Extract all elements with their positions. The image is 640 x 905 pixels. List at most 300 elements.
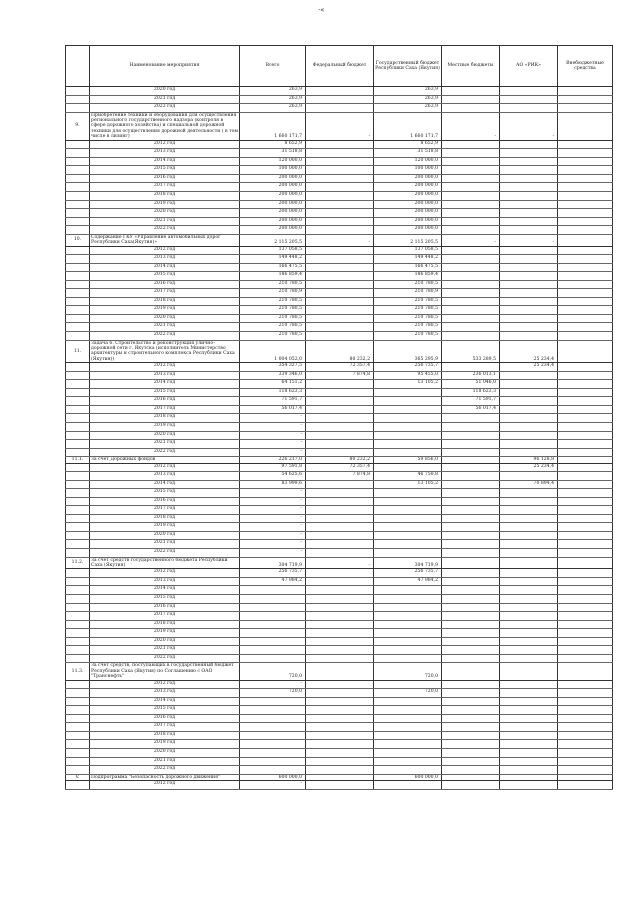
cell-extra <box>558 166 613 175</box>
cell-total <box>240 646 306 655</box>
cell-local <box>442 255 500 264</box>
row-number <box>66 731 90 740</box>
table-row <box>66 306 613 315</box>
cell-extra <box>558 397 613 406</box>
cell-federal <box>306 255 374 264</box>
cell-company <box>500 440 558 449</box>
cell-company <box>500 612 558 621</box>
cell-federal: 80 232,2 <box>306 457 374 463</box>
cell-company <box>500 140 558 149</box>
cell-total: 200 000,0 <box>240 191 306 200</box>
cell-federal <box>306 157 374 166</box>
row-name: За счет средств государственного бюджета Республики Саха (Якутия) <box>90 557 240 569</box>
cell-federal <box>306 209 374 218</box>
row-year: 2015 год <box>90 272 240 281</box>
cell-federal <box>306 497 374 506</box>
cell-total: 200 000,0 <box>240 217 306 226</box>
table-row <box>66 217 613 226</box>
cell-federal <box>306 226 374 235</box>
cell-state: 31 518,8 <box>374 149 442 158</box>
cell-state: 304 719,9 <box>374 557 442 569</box>
table-row <box>66 549 613 558</box>
row-number <box>66 405 90 414</box>
cell-local <box>442 414 500 423</box>
row-year: 2014 год <box>90 697 240 706</box>
row-number <box>66 209 90 218</box>
cell-company <box>500 104 558 113</box>
cell-state: 210 780,5 <box>374 331 442 340</box>
row-year: 2012 год <box>90 680 240 689</box>
cell-state <box>374 757 442 766</box>
cell-total <box>240 766 306 775</box>
cell-federal: - <box>306 557 374 569</box>
cell-local <box>442 331 500 340</box>
row-number <box>66 306 90 315</box>
cell-extra <box>558 87 613 96</box>
table-row <box>66 104 613 113</box>
cell-local <box>442 200 500 209</box>
row-year: 2016 год <box>90 603 240 612</box>
cell-federal <box>306 331 374 340</box>
table-row <box>66 663 613 680</box>
table-row <box>66 603 613 612</box>
cell-extra <box>558 697 613 706</box>
cell-state <box>374 603 442 612</box>
cell-local <box>442 766 500 775</box>
row-year: 2012 год <box>90 246 240 255</box>
row-year: 2017 год <box>90 506 240 515</box>
row-number <box>66 706 90 715</box>
cell-company <box>500 380 558 389</box>
cell-federal <box>306 174 374 183</box>
cell-federal <box>306 680 374 689</box>
cell-company <box>500 388 558 397</box>
table-row <box>66 183 613 192</box>
table-row <box>66 431 613 440</box>
row-number <box>66 314 90 323</box>
row-name: Приобретение техники и оборудования для осуществления регионального государственного надзора (контроля в сфере дорожного хозяйства) и специальной дорожной техники для осуществления дорожной деятельности ( в том числе в лизинг) <box>91 112 238 140</box>
cell-company <box>500 629 558 638</box>
cell-state <box>374 405 442 414</box>
cell-local: 533 289,5 <box>442 340 500 363</box>
row-year: 2022 год <box>90 766 240 775</box>
cell-local: 118 623,3 <box>442 388 500 397</box>
row-name: Задача 6. Строительство и реконструкция улично-дорожной сети г. Якутска (исполнитель Министерство архитектуры и строительного комплекса Республики Саха (Якутия)) <box>90 340 240 363</box>
row-year: 2020 год <box>90 531 240 540</box>
cell-total <box>240 595 306 604</box>
cell-extra <box>558 706 613 715</box>
cell-company <box>500 523 558 532</box>
cell-state: 256 735,7 <box>374 569 442 578</box>
cell-federal: - <box>306 234 374 246</box>
cell-federal <box>306 217 374 226</box>
row-number <box>66 431 90 440</box>
row-year: 2017 год <box>90 289 240 298</box>
cell-federal <box>306 183 374 192</box>
cell-state: 137 058,5 <box>374 246 442 255</box>
table-row <box>66 523 613 532</box>
row-number <box>66 414 90 423</box>
cell-total <box>240 586 306 595</box>
cell-state: 2 115 205,5 <box>374 234 442 246</box>
cell-federal <box>306 87 374 96</box>
table-row <box>66 531 613 540</box>
row-year: 2015 год <box>90 166 240 175</box>
row-number <box>66 263 90 272</box>
row-year: 2022 год <box>90 654 240 663</box>
cell-total: - <box>240 414 306 423</box>
cell-extra <box>558 463 613 472</box>
cell-federal <box>306 740 374 749</box>
table-header-row <box>66 46 613 87</box>
row-number <box>66 680 90 689</box>
cell-state: 200 000,0 <box>374 174 442 183</box>
cell-local <box>442 140 500 149</box>
cell-total: - <box>240 440 306 449</box>
cell-total: 186 859,4 <box>240 272 306 281</box>
row-year: 2014 год <box>90 480 240 489</box>
cell-total <box>240 714 306 723</box>
cell-total: 1 004 052,0 <box>240 340 306 363</box>
cell-total <box>240 749 306 758</box>
cell-total <box>240 603 306 612</box>
cell-company <box>500 263 558 272</box>
cell-total: 166 475,5 <box>240 263 306 272</box>
cell-federal <box>306 757 374 766</box>
table-row <box>66 263 613 272</box>
table-row <box>66 166 613 175</box>
cell-company <box>500 697 558 706</box>
cell-federal <box>306 149 374 158</box>
cell-company <box>500 689 558 698</box>
cell-local: 236 013,1 <box>442 371 500 380</box>
cell-total: 210 780,9 <box>240 289 306 298</box>
cell-state: 120 000,0 <box>374 157 442 166</box>
table-row <box>66 95 613 104</box>
row-year: 2020 год <box>90 749 240 758</box>
row-year: 2017 год <box>90 723 240 732</box>
cell-state: 13 105,2 <box>374 480 442 489</box>
cell-extra <box>558 497 613 506</box>
row-number <box>66 749 90 758</box>
table-row <box>66 740 613 749</box>
cell-extra <box>558 363 613 372</box>
table-row <box>66 140 613 149</box>
cell-state: 210 780,5 <box>374 306 442 315</box>
cell-company <box>500 448 558 457</box>
cell-total: 263,9 <box>240 104 306 113</box>
cell-extra <box>558 663 613 680</box>
cell-extra <box>558 549 613 558</box>
table-row <box>66 714 613 723</box>
cell-total: 200 000,0 <box>240 200 306 209</box>
cell-federal <box>306 414 374 423</box>
table-row <box>66 723 613 732</box>
cell-local <box>442 781 500 790</box>
cell-local <box>442 280 500 289</box>
cell-state <box>374 714 442 723</box>
cell-local <box>442 612 500 621</box>
cell-company <box>500 586 558 595</box>
row-year: 2013 год <box>90 255 240 264</box>
cell-total <box>240 654 306 663</box>
cell-state: 200 000,0 <box>374 226 442 235</box>
cell-company <box>500 757 558 766</box>
row-name: За счет средств, поступающих в государственный бюджет Республики Саха (Якутия) по Соглашению с ОАО "Транснефть" <box>90 663 240 680</box>
cell-company <box>500 766 558 775</box>
row-year: 2020 год <box>90 314 240 323</box>
row-number <box>66 514 90 523</box>
cell-federal <box>306 612 374 621</box>
row-year: 2014 год <box>90 263 240 272</box>
row-number <box>66 297 90 306</box>
row-number: V. <box>66 774 90 780</box>
cell-local <box>442 689 500 698</box>
cell-extra <box>558 654 613 663</box>
cell-local <box>442 480 500 489</box>
cell-extra <box>558 371 613 380</box>
page-mark: ·« <box>318 6 325 14</box>
cell-company <box>500 280 558 289</box>
cell-extra <box>558 272 613 281</box>
row-number <box>66 272 90 281</box>
row-number <box>66 331 90 340</box>
table-row <box>66 397 613 406</box>
cell-state: 210 780,5 <box>374 323 442 332</box>
cell-company <box>500 191 558 200</box>
row-number <box>66 603 90 612</box>
cell-extra <box>558 646 613 655</box>
row-year: 2017 год <box>90 612 240 621</box>
table-row <box>66 766 613 775</box>
row-year: 2014 год <box>90 157 240 166</box>
cell-state <box>374 422 442 431</box>
cell-extra <box>558 740 613 749</box>
row-number <box>66 166 90 175</box>
table-row <box>66 209 613 218</box>
cell-extra <box>558 714 613 723</box>
table-row <box>66 314 613 323</box>
cell-extra <box>558 757 613 766</box>
cell-state <box>374 620 442 629</box>
cell-company <box>500 663 558 680</box>
cell-federal <box>306 166 374 175</box>
cell-local <box>442 629 500 638</box>
row-number <box>66 149 90 158</box>
cell-state: 200 000,0 <box>374 209 442 218</box>
row-number <box>66 371 90 380</box>
row-year: 2020 год <box>90 87 240 96</box>
cell-local <box>442 531 500 540</box>
cell-company <box>500 731 558 740</box>
cell-total <box>240 731 306 740</box>
cell-company <box>500 540 558 549</box>
cell-federal <box>306 540 374 549</box>
cell-state <box>374 595 442 604</box>
row-number <box>66 226 90 235</box>
cell-total: 100 000,0 <box>240 166 306 175</box>
cell-total: 64 151,2 <box>240 380 306 389</box>
cell-extra <box>558 749 613 758</box>
cell-company <box>500 497 558 506</box>
table-row <box>66 246 613 255</box>
row-number <box>66 140 90 149</box>
cell-extra <box>558 637 613 646</box>
table-row <box>66 414 613 423</box>
cell-local <box>442 209 500 218</box>
header-federal: Федеральный бюджет <box>306 46 374 87</box>
cell-total: - <box>240 448 306 457</box>
cell-federal <box>306 620 374 629</box>
cell-state <box>374 637 442 646</box>
cell-extra <box>558 489 613 498</box>
cell-federal <box>306 95 374 104</box>
cell-extra <box>558 689 613 698</box>
table-row <box>66 463 613 472</box>
row-name: Подпрограмма "Безопасность дорожного движения" <box>90 774 240 780</box>
row-year: 2016 год <box>90 397 240 406</box>
cell-total: 54 625,6 <box>240 472 306 481</box>
row-year: 2015 год <box>90 489 240 498</box>
cell-company <box>500 706 558 715</box>
cell-total: - <box>240 540 306 549</box>
row-year: 2018 год <box>90 297 240 306</box>
cell-extra <box>558 431 613 440</box>
cell-total: 600 000,0 <box>240 774 306 780</box>
cell-total: - <box>240 781 306 790</box>
cell-local <box>442 272 500 281</box>
cell-extra <box>558 140 613 149</box>
cell-extra <box>558 680 613 689</box>
budget-table-sheet <box>65 45 612 790</box>
table-row <box>66 388 613 397</box>
row-year: 2016 год <box>90 280 240 289</box>
cell-company <box>500 209 558 218</box>
cell-federal <box>306 749 374 758</box>
cell-federal <box>306 549 374 558</box>
table-row <box>66 448 613 457</box>
cell-extra <box>558 405 613 414</box>
cell-extra <box>558 766 613 775</box>
cell-state: 149 448,2 <box>374 255 442 264</box>
cell-local <box>442 637 500 646</box>
table-row <box>66 149 613 158</box>
cell-local <box>442 431 500 440</box>
row-year: 2016 год <box>90 174 240 183</box>
row-number <box>66 422 90 431</box>
cell-state <box>374 781 442 790</box>
table-row <box>66 297 613 306</box>
cell-federal <box>306 246 374 255</box>
cell-total: 304 719,9 <box>240 557 306 569</box>
row-number <box>66 549 90 558</box>
cell-state <box>374 612 442 621</box>
cell-company <box>500 414 558 423</box>
row-number <box>66 723 90 732</box>
cell-state: 256 735,7 <box>374 363 442 372</box>
cell-federal <box>306 440 374 449</box>
row-number <box>66 217 90 226</box>
cell-company <box>500 531 558 540</box>
cell-company <box>500 569 558 578</box>
row-year: 2022 год <box>90 331 240 340</box>
cell-local <box>442 297 500 306</box>
cell-company <box>500 405 558 414</box>
cell-extra <box>558 191 613 200</box>
cell-federal <box>306 380 374 389</box>
cell-extra <box>558 388 613 397</box>
row-year: 2021 год <box>90 540 240 549</box>
row-number <box>66 781 90 790</box>
table-row <box>66 586 613 595</box>
cell-company <box>500 246 558 255</box>
cell-federal <box>306 706 374 715</box>
cell-federal: 72 357,4 <box>306 463 374 472</box>
cell-state: 46 750,8 <box>374 472 442 481</box>
cell-extra <box>558 723 613 732</box>
cell-company <box>500 95 558 104</box>
cell-local <box>442 506 500 515</box>
row-number <box>66 363 90 372</box>
row-year: 2017 год <box>90 405 240 414</box>
cell-total: 226 217,0 <box>240 457 306 463</box>
row-number <box>66 191 90 200</box>
row-number <box>66 629 90 638</box>
cell-local <box>442 654 500 663</box>
cell-local <box>442 489 500 498</box>
cell-company <box>500 226 558 235</box>
row-year: 2017 год <box>90 183 240 192</box>
cell-state <box>374 654 442 663</box>
cell-state: 263,9 <box>374 104 442 113</box>
cell-extra <box>558 472 613 481</box>
cell-extra <box>558 629 613 638</box>
cell-total: 200 000,0 <box>240 183 306 192</box>
cell-local <box>442 157 500 166</box>
cell-state <box>374 497 442 506</box>
cell-company <box>500 646 558 655</box>
cell-total: 339 346,0 <box>240 371 306 380</box>
cell-company <box>500 272 558 281</box>
row-year: 2018 год <box>90 191 240 200</box>
cell-state <box>374 749 442 758</box>
cell-company: 25 234,4 <box>500 363 558 372</box>
table-row <box>66 557 613 569</box>
cell-state <box>374 540 442 549</box>
table-row <box>66 289 613 298</box>
cell-local <box>442 557 500 569</box>
cell-extra <box>558 95 613 104</box>
cell-federal <box>306 637 374 646</box>
cell-company <box>500 603 558 612</box>
cell-company <box>500 489 558 498</box>
row-number <box>66 95 90 104</box>
cell-state: 8 652,9 <box>374 140 442 149</box>
row-year: 2021 год <box>90 646 240 655</box>
cell-federal <box>306 595 374 604</box>
cell-extra <box>558 380 613 389</box>
cell-local <box>442 306 500 315</box>
table-row <box>66 620 613 629</box>
cell-extra <box>558 306 613 315</box>
header-number <box>66 46 90 87</box>
cell-total: 83 999,6 <box>240 480 306 489</box>
row-number: 11.1. <box>66 457 90 463</box>
row-number <box>66 489 90 498</box>
cell-company <box>500 422 558 431</box>
cell-local: 51 046,0 <box>442 380 500 389</box>
cell-extra <box>558 506 613 515</box>
